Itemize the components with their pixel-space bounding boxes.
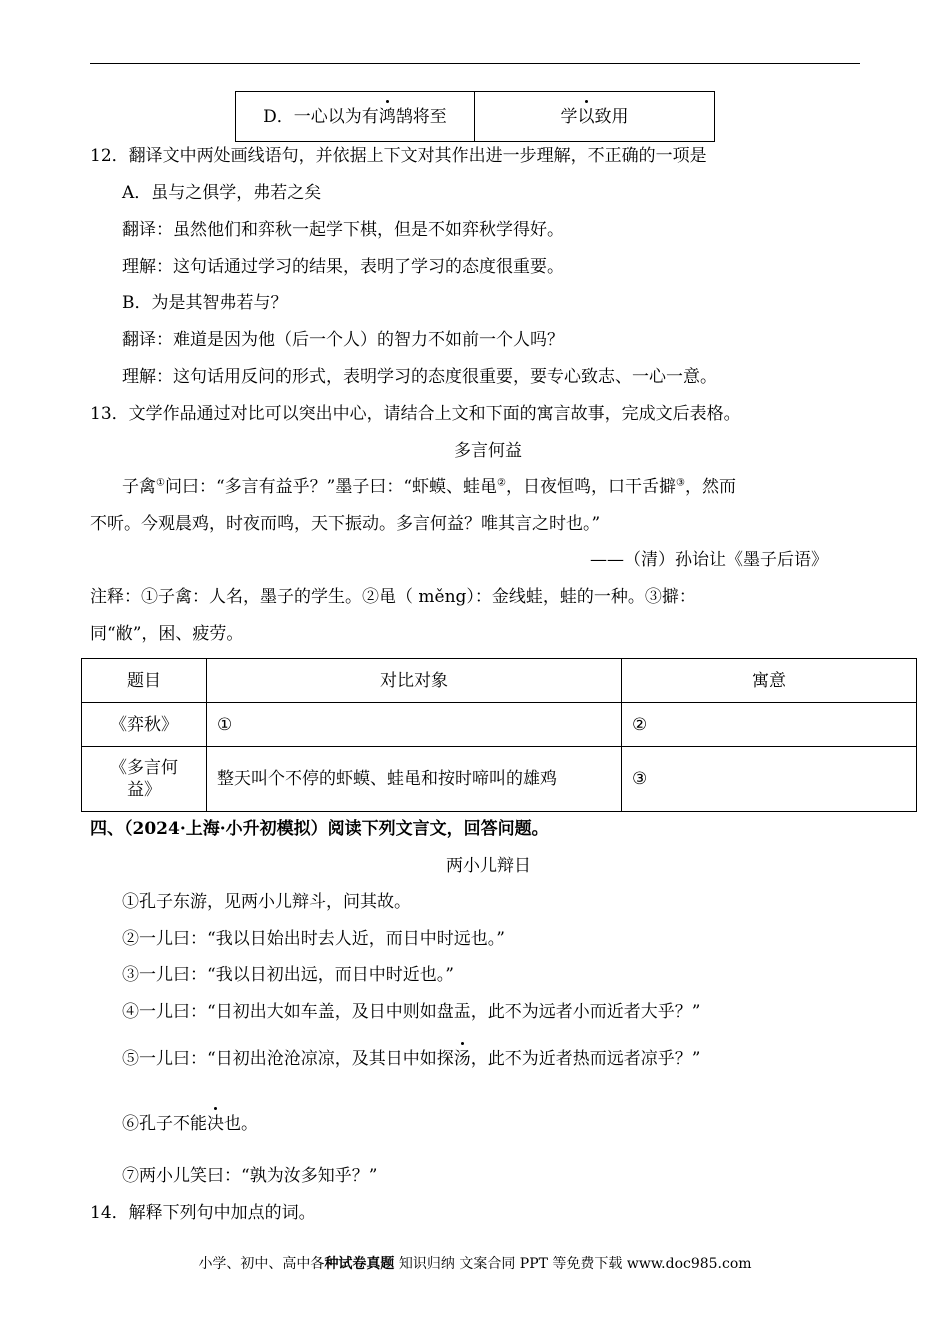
table-cell: ② bbox=[622, 703, 917, 747]
dotted-char: 以 bbox=[577, 106, 595, 127]
option-a-heading: A．虽与之俱学，弗若之矣 bbox=[122, 183, 322, 203]
table-header-cell: 寓意 bbox=[622, 659, 917, 703]
table-cell: ③ bbox=[622, 747, 917, 812]
passage-line: ②一儿曰：“我以日始出时去人近，而日中时远也。” bbox=[122, 929, 505, 949]
passage-line: ⑦两小儿笑曰：“孰为汝多知乎？” bbox=[122, 1166, 378, 1186]
comparison-table bbox=[81, 658, 917, 812]
option-d-cell: D．一心以为有鸿鹄将至 bbox=[236, 92, 475, 142]
option-d-answer-cell: 学以致用 bbox=[475, 92, 715, 142]
table-cell: 《多言何益》 bbox=[82, 747, 207, 812]
table-row bbox=[82, 659, 917, 703]
passage-line: ③一儿曰：“我以日初出远，而日中时近也。” bbox=[122, 965, 454, 985]
table-header-cell: 对比对象 bbox=[207, 659, 622, 703]
header-rule bbox=[90, 63, 860, 64]
passage-line: ④一儿曰：“日初出大如车盖，及日中则如盘盂，此不为远者小而近者大乎？” bbox=[122, 1002, 701, 1022]
table-cell: 整天叫个不停的虾蟆、蛙黾和按时啼叫的雄鸡 bbox=[207, 747, 622, 812]
passage-title: 两小儿辩日 bbox=[446, 856, 531, 876]
section-4-heading: 四、（2024·上海·小升初模拟）阅读下列文言文，回答问题。 bbox=[90, 819, 549, 839]
option-a-translation: 翻译：虽然他们和弈秋一起学下棋，但是不如弈秋学得好。 bbox=[122, 220, 564, 240]
annotation-line2: 同“敝”，困、疲劳。 bbox=[90, 624, 244, 644]
option-b-understanding: 理解：这句话用反问的形式，表明学习的态度很重要，要专心致志、一心一意。 bbox=[122, 367, 717, 387]
passage-line: ①孔子东游，见两小儿辩斗，问其故。 bbox=[122, 892, 411, 912]
answer-option-table bbox=[235, 91, 715, 142]
passage-line: ⑤一儿曰：“日初出沧沧凉凉，及其日中如探汤，此不为近者热而远者凉乎？” bbox=[122, 1049, 701, 1069]
question-14-stem: 14．解释下列句中加点的词。 bbox=[90, 1203, 316, 1223]
table-cell: 《弈秋》 bbox=[82, 703, 207, 747]
question-12-stem: 12．翻译文中两处画线语句，并依据上下文对其作出进一步理解，不正确的一项是 bbox=[90, 146, 707, 166]
question-13-stem: 13．文学作品通过对比可以突出中心，请结合上文和下面的寓言故事，完成文后表格。 bbox=[90, 404, 741, 424]
dotted-char: 汤 bbox=[453, 1049, 471, 1069]
story-title: 多言何益 bbox=[454, 441, 522, 461]
story-source: ——（清）孙诒让《墨子后语》 bbox=[590, 550, 828, 570]
story-paragraph-line1: 子禽①问曰：“多言有益乎？”墨子曰：“虾蟆、蛙黾②，日夜恒鸣，口干舌擗③，然而 bbox=[122, 477, 736, 497]
passage-line: ⑥孔子不能决也。 bbox=[122, 1114, 258, 1134]
table-header-cell: 题目 bbox=[82, 659, 207, 703]
dotted-char: 决 bbox=[207, 1114, 224, 1134]
annotation-line1: 注释：①子禽：人名，墨子的学生。②黾（ měng）：金线蛙，蛙的一种。③擗： bbox=[90, 587, 696, 607]
table-cell: ① bbox=[207, 703, 622, 747]
page-footer: 小学、初中、高中各种试卷真题 知识归纳 文案合同 PPT 等免费下载 www.doc985.com bbox=[198, 1256, 752, 1272]
table-row bbox=[82, 747, 917, 812]
table-row bbox=[82, 703, 917, 747]
option-b-heading: B．为是其智弗若与？ bbox=[122, 293, 288, 313]
option-b-translation: 翻译：难道是因为他（后一个人）的智力不如前一个人吗？ bbox=[122, 330, 564, 350]
story-paragraph-line2: 不听。今观晨鸡，时夜而鸣，天下振动。多言何益？唯其言之时也。” bbox=[90, 514, 601, 534]
option-a-understanding: 理解：这句话通过学习的结果，表明了学习的态度很重要。 bbox=[122, 257, 564, 277]
dotted-char: 鸿 bbox=[378, 106, 396, 127]
